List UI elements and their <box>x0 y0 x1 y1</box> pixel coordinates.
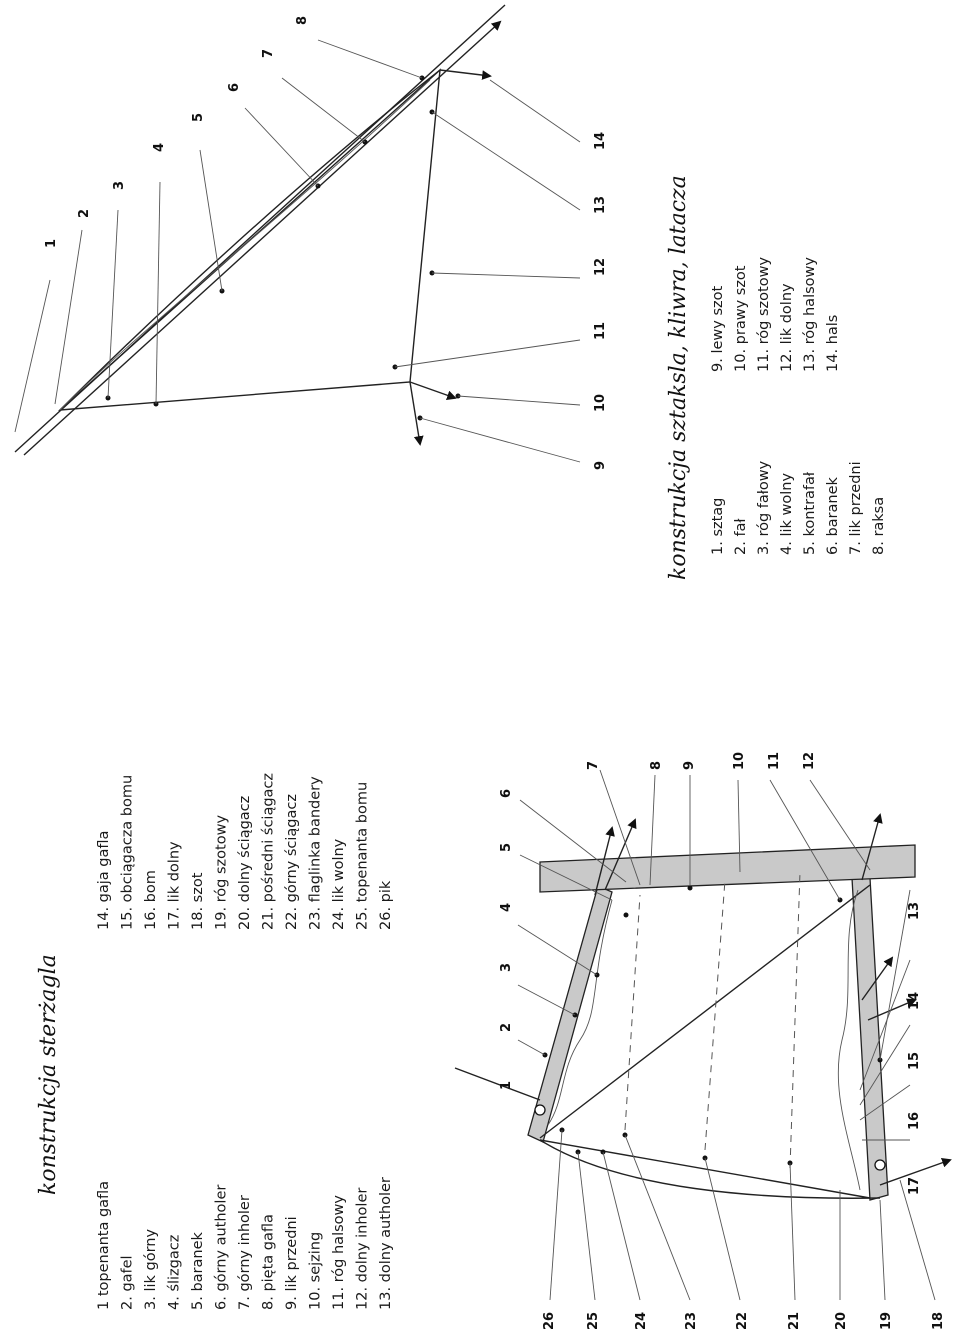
gaffsail-number: 5 <box>499 842 514 852</box>
gaffsail-legend-item: 8. pięta gafla <box>260 1214 277 1310</box>
gaffsail-legend-item: 3. lik górny <box>143 1228 159 1310</box>
gaffsail-legend-item: 1 topenanta gafla <box>96 1180 112 1310</box>
gaffsail-number: 10 <box>732 751 747 770</box>
gaffsail-number: 20 <box>834 1311 849 1330</box>
gaffsail-legend-item: 25. topenanta bomu <box>354 781 371 930</box>
gaffsail-number: 12 <box>802 751 817 770</box>
staysail-number: 6 <box>227 82 242 92</box>
sheet-arrow-1 <box>410 382 455 398</box>
gaffsail-number: 1 <box>499 1080 514 1090</box>
gaffsail-number: 2 <box>499 1022 514 1032</box>
gaffsail-number: 7 <box>586 760 601 770</box>
staysail-title: konstrukcja sztaksla, kliwra, latacza <box>666 175 691 580</box>
gaffsail-legend-item: 6. górny autholer <box>213 1184 230 1310</box>
gaffsail-legend-item: 12. dolny inholer <box>354 1187 371 1310</box>
gaffsail-legend-item: 20. dolny ściągacz <box>237 795 253 930</box>
staysail-number: 10 <box>593 393 608 412</box>
staysail-number: 9 <box>593 460 608 470</box>
gaffsail-number: 21 <box>787 1311 802 1330</box>
gaffsail-number: 9 <box>682 760 697 770</box>
gaffsail-legend-item: 18. szot <box>190 872 206 930</box>
gaffsail-legend-item: 22. górny ściągacz <box>284 794 300 930</box>
gaffsail-number: 18 <box>931 1311 946 1330</box>
gaffsail-number: 13 <box>907 901 922 920</box>
topping-lift-line <box>455 1068 540 1100</box>
staysail-number: 7 <box>261 48 276 58</box>
sheet-arrow-2 <box>410 382 420 444</box>
gaffsail-legend-item: 16. bom <box>143 870 159 930</box>
staysail-number: 13 <box>593 195 608 214</box>
gaffsail-title: konstrukcja sterżagla <box>36 954 61 1195</box>
staysail-diagram <box>15 5 887 580</box>
gaffsail-number: 6 <box>499 788 514 798</box>
staysail-number: 11 <box>593 321 608 340</box>
staysail-legend-item: 11. róg szotowy <box>756 256 772 372</box>
staysail-legend-item: 8. raksa <box>871 496 887 555</box>
staysail-number: 3 <box>112 180 127 190</box>
gaffsail-number: 4 <box>499 902 514 912</box>
staysail-legend-item: 7. lik przedni <box>848 461 864 555</box>
gaffsail-number: 26 <box>542 1311 557 1330</box>
gaffsail-number: 8 <box>649 760 664 770</box>
gaffsail-legend-item: 14. gaja gafla <box>96 830 112 930</box>
staysail-number: 1 <box>44 238 59 248</box>
gaffsail-legend-item: 21. pośredni ściągacz <box>260 772 277 930</box>
staysail-number: 4 <box>152 142 167 152</box>
staysail-legend-item: 2. fał <box>733 518 749 555</box>
staysail-legend-item: 1. sztag <box>710 497 726 555</box>
gaffsail-legend-item: 5. baranek <box>190 1232 206 1310</box>
staysail-legend-item: 5. kontrafał <box>802 471 818 555</box>
staysail-number: 8 <box>295 15 310 25</box>
staysail-legend-item: 12. lik dolny <box>779 283 795 372</box>
staysail-legend-item: 4. lik wolny <box>779 472 795 555</box>
gaffsail-number: 23 <box>684 1311 699 1330</box>
gaffsail-legend-item: 19. róg szotowy <box>213 814 230 930</box>
staysail-legend-item: 3. róg fałowy <box>756 460 772 555</box>
boom-spar <box>852 878 888 1200</box>
gaffsail-legend-item: 23. flaglinka bandery <box>307 776 324 930</box>
gaffsail-diagram <box>36 752 950 1330</box>
gaffsail-number: 22 <box>735 1311 750 1330</box>
gaffsail-number: 17 <box>907 1176 922 1195</box>
gaffsail-number: 25 <box>586 1311 601 1330</box>
staysail-legend-item: 9. lewy szot <box>710 285 726 372</box>
gaffsail-legend-item: 11. róg halsowy <box>331 1195 347 1310</box>
stay-line-2 <box>24 22 500 455</box>
staysail-number: 5 <box>191 112 206 122</box>
staysail-legend-item: 6. baranek <box>825 477 841 555</box>
gaff-spar <box>528 886 612 1142</box>
gaffsail-number: 14 <box>907 991 922 1010</box>
staysail-number: 12 <box>593 257 608 276</box>
gaffsail-legend-item: 17. lik dolny <box>166 841 183 930</box>
head-arrow <box>440 70 490 76</box>
staysail-number: 14 <box>593 131 608 150</box>
staysail-legend-item: 14. hals <box>825 314 841 372</box>
gaffsail-number: 3 <box>499 962 514 972</box>
gaffsail-legend-item: 10. sejzing <box>307 1231 324 1310</box>
gaffsail-legend-item: 13. dolny autholer <box>378 1177 394 1310</box>
staysail-legend-item: 13. róg halsowy <box>802 257 818 372</box>
gaffsail-legend-item: 15. obciągacza bomu <box>119 774 136 930</box>
gaffsail-number: 15 <box>907 1051 922 1070</box>
staysail-number: 2 <box>77 208 92 218</box>
gaffsail-legend-item: 9. lik przedni <box>284 1216 300 1310</box>
gaffsail-legend-item: 4. ślizgacz <box>166 1234 183 1310</box>
gaffsail-number: 19 <box>879 1311 894 1330</box>
gaffsail-number: 11 <box>767 751 782 770</box>
gaffsail-legend-item: 26. pik <box>378 880 394 930</box>
gaffsail-legend-item: 2. gafel <box>119 1255 136 1310</box>
gaffsail-number: 24 <box>634 1311 649 1330</box>
gaffsail-legend-item: 7. górny inholer <box>237 1195 253 1310</box>
staysail-legend-item: 10. prawy szot <box>733 265 749 372</box>
gaffsail-legend-item: 24. lik wolny <box>331 838 347 930</box>
gaffsail-number: 16 <box>907 1111 922 1130</box>
